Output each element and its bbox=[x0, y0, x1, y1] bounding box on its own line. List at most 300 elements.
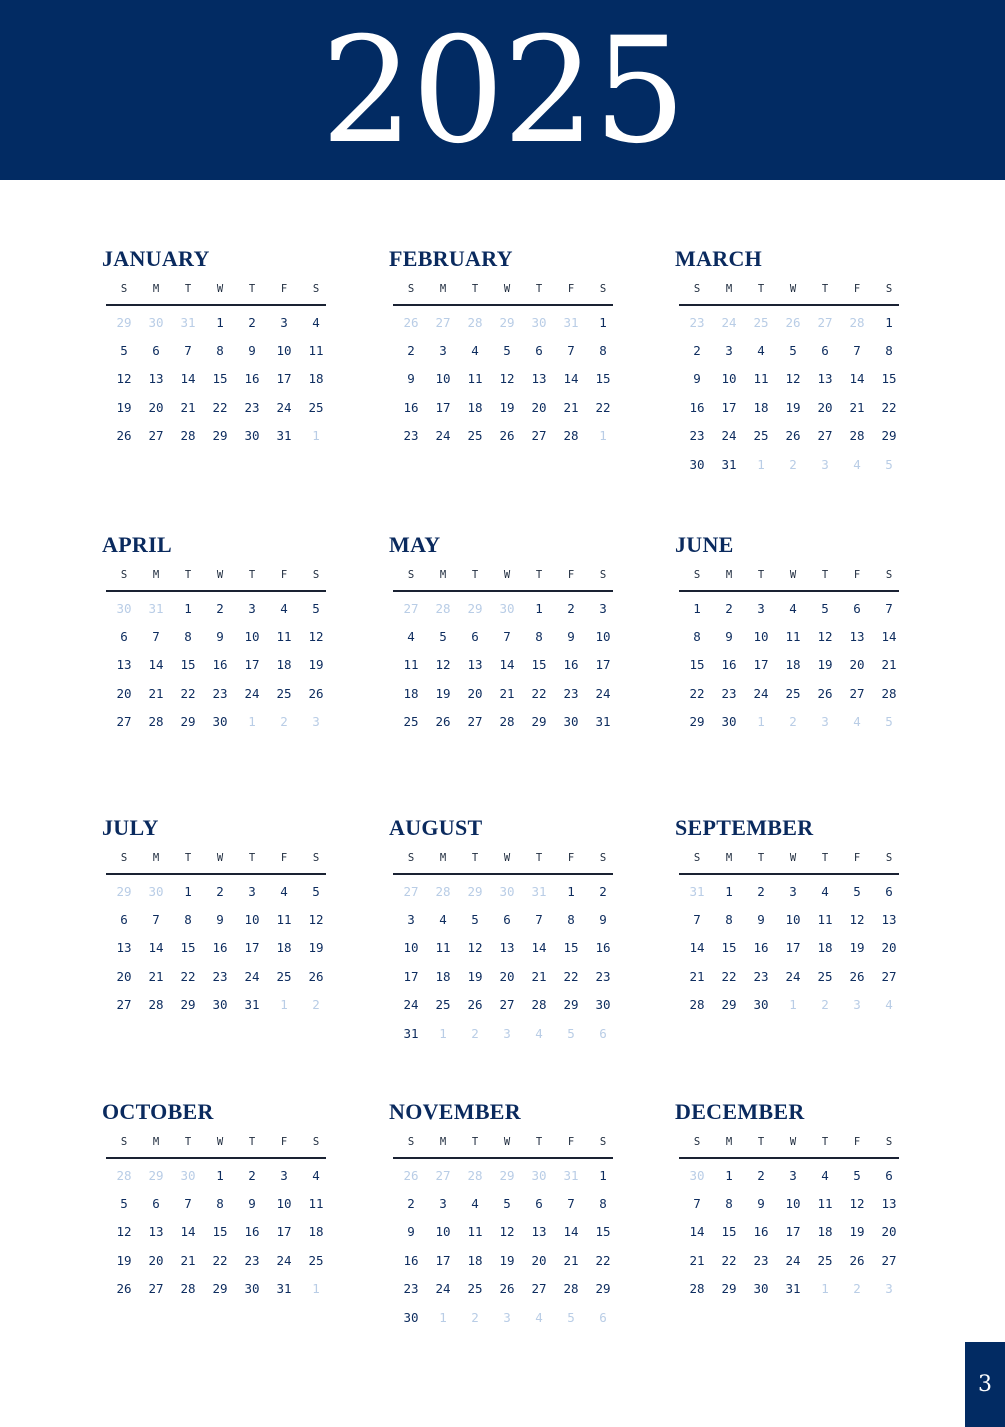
day-cell: 22 bbox=[563, 968, 579, 984]
day-cell: 26 bbox=[849, 1252, 865, 1268]
adjacent-month-day: 4 bbox=[535, 1309, 543, 1325]
weekday-label: W bbox=[503, 1136, 511, 1148]
weekday-label: T bbox=[535, 852, 543, 864]
weekday-label: S bbox=[599, 1136, 607, 1148]
adjacent-month-day: 27 bbox=[435, 1167, 451, 1183]
weekday-label: M bbox=[725, 569, 733, 581]
adjacent-month-day: 28 bbox=[467, 314, 483, 330]
day-cell: 16 bbox=[403, 399, 419, 415]
week-row bbox=[108, 905, 332, 933]
week-row bbox=[681, 422, 905, 450]
day-cell: 26 bbox=[467, 997, 483, 1013]
weekday-label: S bbox=[885, 1136, 893, 1148]
day-cell: 7 bbox=[152, 629, 160, 645]
day-cell: 18 bbox=[435, 968, 451, 984]
month-name: DECEMBER bbox=[675, 1099, 805, 1124]
weekday-label: S bbox=[885, 852, 893, 864]
day-cell: 20 bbox=[116, 685, 132, 701]
day-cell: 18 bbox=[308, 1224, 324, 1240]
week-row bbox=[108, 365, 332, 393]
weekday-label: T bbox=[471, 852, 479, 864]
weekday-label: M bbox=[725, 1136, 733, 1148]
weekday-label: S bbox=[120, 852, 128, 864]
day-cell: 19 bbox=[116, 399, 132, 415]
day-cell: 21 bbox=[849, 399, 865, 415]
day-cell: 10 bbox=[435, 371, 451, 387]
day-cell: 20 bbox=[881, 940, 897, 956]
adjacent-month-day: 31 bbox=[148, 600, 164, 616]
day-cell: 26 bbox=[817, 685, 833, 701]
adjacent-month-day: 29 bbox=[148, 1167, 164, 1183]
day-cell: 15 bbox=[531, 657, 547, 673]
week-row bbox=[108, 1161, 332, 1189]
week-row bbox=[108, 336, 332, 364]
weekday-label: T bbox=[821, 283, 829, 295]
day-cell: 17 bbox=[721, 399, 737, 415]
day-cell: 23 bbox=[721, 685, 737, 701]
month-name: JULY bbox=[102, 815, 159, 840]
day-cell: 14 bbox=[180, 371, 196, 387]
month-name: OCTOBER bbox=[102, 1099, 214, 1124]
day-cell: 26 bbox=[499, 428, 515, 444]
week-row bbox=[108, 651, 332, 679]
day-cell: 14 bbox=[689, 1224, 705, 1240]
day-cell: 3 bbox=[789, 1167, 797, 1183]
day-cell: 30 bbox=[595, 997, 611, 1013]
day-cell: 23 bbox=[595, 968, 611, 984]
day-cell: 20 bbox=[531, 1252, 547, 1268]
weekday-label: T bbox=[248, 852, 256, 864]
adjacent-month-day: 2 bbox=[471, 1309, 479, 1325]
day-cell: 4 bbox=[821, 1167, 829, 1183]
weekday-label: S bbox=[120, 283, 128, 295]
day-cell: 19 bbox=[849, 1224, 865, 1240]
day-cell: 10 bbox=[785, 912, 801, 928]
adjacent-month-day: 30 bbox=[499, 600, 515, 616]
day-cell: 11 bbox=[435, 940, 451, 956]
adjacent-month-day: 30 bbox=[531, 314, 547, 330]
week-row bbox=[395, 422, 619, 450]
day-cell: 24 bbox=[276, 1252, 292, 1268]
day-cell: 21 bbox=[499, 685, 515, 701]
day-cell: 23 bbox=[563, 685, 579, 701]
week-row bbox=[395, 708, 619, 736]
day-cell: 17 bbox=[595, 657, 611, 673]
day-cell: 29 bbox=[721, 997, 737, 1013]
day-cell: 12 bbox=[849, 1196, 865, 1212]
month-name: SEPTEMBER bbox=[675, 815, 814, 840]
day-cell: 29 bbox=[721, 1281, 737, 1297]
day-cell: 18 bbox=[467, 1252, 483, 1268]
adjacent-month-day: 31 bbox=[563, 1167, 579, 1183]
day-cell: 13 bbox=[148, 1224, 164, 1240]
day-cell: 18 bbox=[785, 657, 801, 673]
adjacent-month-day: 2 bbox=[280, 714, 288, 730]
day-cell: 11 bbox=[785, 629, 801, 645]
day-cell: 4 bbox=[789, 600, 797, 616]
day-cell: 30 bbox=[563, 714, 579, 730]
day-cell: 5 bbox=[503, 1196, 511, 1212]
adjacent-month-day: 1 bbox=[821, 1281, 829, 1297]
day-cell: 12 bbox=[499, 1224, 515, 1240]
adjacent-month-day: 1 bbox=[757, 714, 765, 730]
header-banner bbox=[0, 0, 1005, 180]
weekday-label: W bbox=[216, 852, 224, 864]
weekday-label: S bbox=[312, 569, 320, 581]
day-cell: 25 bbox=[308, 1252, 324, 1268]
adjacent-month-day: 1 bbox=[439, 1309, 447, 1325]
day-cell: 6 bbox=[471, 629, 479, 645]
weekday-label: T bbox=[471, 283, 479, 295]
week-row bbox=[681, 708, 905, 736]
day-cell: 21 bbox=[531, 968, 547, 984]
day-cell: 10 bbox=[753, 629, 769, 645]
day-cell: 20 bbox=[881, 1224, 897, 1240]
day-cell: 7 bbox=[503, 629, 511, 645]
day-cell: 17 bbox=[276, 371, 292, 387]
day-cell: 6 bbox=[152, 1196, 160, 1212]
day-cell: 2 bbox=[567, 600, 575, 616]
day-cell: 13 bbox=[849, 629, 865, 645]
day-cell: 22 bbox=[689, 685, 705, 701]
day-cell: 1 bbox=[216, 314, 224, 330]
weekday-label: F bbox=[853, 283, 861, 295]
day-cell: 5 bbox=[503, 343, 511, 359]
weekday-label: T bbox=[184, 1136, 192, 1148]
adjacent-month-day: 26 bbox=[403, 1167, 419, 1183]
week-row bbox=[108, 1246, 332, 1274]
week-row bbox=[108, 308, 332, 336]
day-cell: 9 bbox=[407, 1224, 415, 1240]
week-row bbox=[108, 991, 332, 1019]
day-cell: 7 bbox=[567, 1196, 575, 1212]
day-cell: 16 bbox=[563, 657, 579, 673]
adjacent-month-day: 5 bbox=[567, 1025, 575, 1041]
adjacent-month-day: 29 bbox=[467, 600, 483, 616]
weekday-label: S bbox=[312, 283, 320, 295]
day-cell: 6 bbox=[120, 629, 128, 645]
day-cell: 4 bbox=[312, 1167, 320, 1183]
day-cell: 20 bbox=[148, 399, 164, 415]
day-cell: 4 bbox=[439, 912, 447, 928]
day-cell: 15 bbox=[212, 371, 228, 387]
week-row bbox=[395, 1218, 619, 1246]
day-cell: 27 bbox=[881, 968, 897, 984]
adjacent-month-day: 2 bbox=[312, 997, 320, 1013]
day-cell: 1 bbox=[885, 314, 893, 330]
day-cell: 30 bbox=[753, 1281, 769, 1297]
weekday-label: M bbox=[152, 283, 160, 295]
weekday-label: T bbox=[184, 283, 192, 295]
weekday-label: W bbox=[216, 283, 224, 295]
day-cell: 2 bbox=[407, 1196, 415, 1212]
adjacent-month-day: 2 bbox=[789, 456, 797, 472]
day-cell: 1 bbox=[693, 600, 701, 616]
day-cell: 16 bbox=[595, 940, 611, 956]
week-row bbox=[395, 1275, 619, 1303]
day-cell: 29 bbox=[689, 714, 705, 730]
month-grid bbox=[681, 847, 905, 1019]
week-row bbox=[395, 905, 619, 933]
day-cell: 27 bbox=[881, 1252, 897, 1268]
day-cell: 30 bbox=[403, 1309, 419, 1325]
day-cell: 14 bbox=[148, 940, 164, 956]
day-cell: 27 bbox=[531, 1281, 547, 1297]
day-cell: 8 bbox=[599, 1196, 607, 1212]
day-cell: 13 bbox=[467, 657, 483, 673]
week-row bbox=[395, 365, 619, 393]
adjacent-month-day: 28 bbox=[467, 1167, 483, 1183]
weekday-label: S bbox=[693, 569, 701, 581]
adjacent-month-day: 3 bbox=[821, 456, 829, 472]
weekday-label: M bbox=[152, 569, 160, 581]
day-cell: 10 bbox=[721, 371, 737, 387]
day-cell: 17 bbox=[276, 1224, 292, 1240]
header-divider bbox=[106, 873, 326, 875]
week-row bbox=[108, 622, 332, 650]
weekday-label: F bbox=[567, 283, 575, 295]
day-cell: 27 bbox=[467, 714, 483, 730]
weekday-label: T bbox=[535, 1136, 543, 1148]
day-cell: 14 bbox=[499, 657, 515, 673]
week-row bbox=[681, 991, 905, 1019]
day-cell: 1 bbox=[184, 883, 192, 899]
weekday-label: S bbox=[693, 283, 701, 295]
week-row bbox=[681, 365, 905, 393]
day-cell: 28 bbox=[499, 714, 515, 730]
adjacent-month-day: 27 bbox=[403, 600, 419, 616]
day-cell: 20 bbox=[849, 657, 865, 673]
day-cell: 11 bbox=[753, 371, 769, 387]
header-divider bbox=[393, 873, 613, 875]
adjacent-month-day: 31 bbox=[180, 314, 196, 330]
adjacent-month-day: 4 bbox=[885, 997, 893, 1013]
day-cell: 7 bbox=[885, 600, 893, 616]
weekday-header bbox=[395, 564, 619, 586]
day-cell: 9 bbox=[725, 629, 733, 645]
day-cell: 19 bbox=[308, 940, 324, 956]
week-row bbox=[108, 1189, 332, 1217]
weekday-header bbox=[681, 564, 905, 586]
header-divider bbox=[679, 1157, 899, 1159]
day-cell: 2 bbox=[693, 343, 701, 359]
day-cell: 29 bbox=[180, 997, 196, 1013]
weekday-label: T bbox=[757, 569, 765, 581]
day-cell: 9 bbox=[757, 1196, 765, 1212]
day-cell: 9 bbox=[216, 912, 224, 928]
weekday-label: W bbox=[216, 1136, 224, 1148]
day-cell: 20 bbox=[148, 1252, 164, 1268]
day-cell: 17 bbox=[435, 1252, 451, 1268]
week-row bbox=[681, 336, 905, 364]
adjacent-month-day: 3 bbox=[885, 1281, 893, 1297]
day-cell: 1 bbox=[567, 883, 575, 899]
week-row bbox=[108, 393, 332, 421]
week-row bbox=[681, 622, 905, 650]
week-row bbox=[395, 336, 619, 364]
day-cell: 11 bbox=[817, 1196, 833, 1212]
month-grid bbox=[395, 847, 619, 1047]
weekday-label: M bbox=[439, 852, 447, 864]
month-name: MAY bbox=[389, 532, 441, 557]
weekday-label: T bbox=[757, 283, 765, 295]
day-cell: 21 bbox=[180, 399, 196, 415]
day-cell: 4 bbox=[280, 600, 288, 616]
weekday-label: S bbox=[312, 852, 320, 864]
day-cell: 17 bbox=[244, 940, 260, 956]
day-cell: 18 bbox=[467, 399, 483, 415]
adjacent-month-day: 28 bbox=[435, 600, 451, 616]
day-cell: 5 bbox=[120, 1196, 128, 1212]
adjacent-month-day: 5 bbox=[567, 1309, 575, 1325]
adjacent-month-day: 2 bbox=[471, 1025, 479, 1041]
week-row bbox=[395, 934, 619, 962]
day-cell: 8 bbox=[599, 343, 607, 359]
day-cell: 11 bbox=[403, 657, 419, 673]
day-cell: 9 bbox=[567, 629, 575, 645]
week-row bbox=[108, 877, 332, 905]
day-cell: 25 bbox=[308, 399, 324, 415]
weekday-label: S bbox=[120, 569, 128, 581]
day-cell: 27 bbox=[817, 428, 833, 444]
day-cell: 27 bbox=[116, 997, 132, 1013]
day-cell: 27 bbox=[116, 714, 132, 730]
day-cell: 21 bbox=[563, 1252, 579, 1268]
month-grid bbox=[681, 564, 905, 736]
adjacent-month-day: 3 bbox=[503, 1025, 511, 1041]
weekday-header bbox=[108, 1131, 332, 1153]
week-row bbox=[681, 594, 905, 622]
day-cell: 29 bbox=[531, 714, 547, 730]
day-cell: 7 bbox=[853, 343, 861, 359]
weekday-label: F bbox=[853, 569, 861, 581]
day-cell: 21 bbox=[689, 1252, 705, 1268]
day-cell: 10 bbox=[403, 940, 419, 956]
adjacent-month-day: 2 bbox=[789, 714, 797, 730]
day-cell: 12 bbox=[785, 371, 801, 387]
day-cell: 12 bbox=[817, 629, 833, 645]
adjacent-month-day: 5 bbox=[885, 456, 893, 472]
day-cell: 23 bbox=[244, 1252, 260, 1268]
day-cell: 29 bbox=[212, 428, 228, 444]
adjacent-month-day: 27 bbox=[435, 314, 451, 330]
day-cell: 18 bbox=[308, 371, 324, 387]
week-row bbox=[108, 708, 332, 736]
page-number: 3 bbox=[965, 1342, 1005, 1427]
weekday-header bbox=[681, 278, 905, 300]
weekday-label: S bbox=[407, 852, 415, 864]
day-cell: 8 bbox=[567, 912, 575, 928]
day-cell: 14 bbox=[849, 371, 865, 387]
day-cell: 14 bbox=[563, 1224, 579, 1240]
day-cell: 1 bbox=[216, 1167, 224, 1183]
adjacent-month-day: 30 bbox=[148, 314, 164, 330]
day-cell: 6 bbox=[885, 883, 893, 899]
day-cell: 25 bbox=[435, 997, 451, 1013]
day-cell: 28 bbox=[180, 1281, 196, 1297]
day-cell: 15 bbox=[563, 940, 579, 956]
day-cell: 21 bbox=[881, 657, 897, 673]
adjacent-month-day: 3 bbox=[853, 997, 861, 1013]
day-cell: 13 bbox=[817, 371, 833, 387]
day-cell: 15 bbox=[212, 1224, 228, 1240]
adjacent-month-day: 29 bbox=[116, 314, 132, 330]
day-cell: 10 bbox=[276, 1196, 292, 1212]
day-cell: 16 bbox=[244, 1224, 260, 1240]
day-cell: 6 bbox=[821, 343, 829, 359]
weekday-label: T bbox=[248, 283, 256, 295]
adjacent-month-day: 29 bbox=[499, 314, 515, 330]
weekday-label: T bbox=[757, 852, 765, 864]
week-row bbox=[681, 450, 905, 478]
day-cell: 19 bbox=[499, 1252, 515, 1268]
weekday-header bbox=[108, 278, 332, 300]
day-cell: 3 bbox=[248, 883, 256, 899]
day-cell: 21 bbox=[180, 1252, 196, 1268]
day-cell: 17 bbox=[785, 940, 801, 956]
day-cell: 10 bbox=[276, 343, 292, 359]
day-cell: 25 bbox=[817, 1252, 833, 1268]
day-cell: 7 bbox=[693, 912, 701, 928]
day-cell: 14 bbox=[180, 1224, 196, 1240]
day-cell: 11 bbox=[817, 912, 833, 928]
day-cell: 2 bbox=[216, 600, 224, 616]
header-divider bbox=[393, 1157, 613, 1159]
adjacent-month-day: 2 bbox=[853, 1281, 861, 1297]
weekday-label: T bbox=[248, 569, 256, 581]
day-cell: 8 bbox=[184, 912, 192, 928]
weekday-label: W bbox=[789, 1136, 797, 1148]
day-cell: 16 bbox=[753, 940, 769, 956]
month-name: FEBRUARY bbox=[389, 246, 513, 271]
day-cell: 23 bbox=[403, 1281, 419, 1297]
day-cell: 12 bbox=[308, 912, 324, 928]
header-divider bbox=[679, 873, 899, 875]
day-cell: 22 bbox=[881, 399, 897, 415]
day-cell: 17 bbox=[435, 399, 451, 415]
day-cell: 4 bbox=[471, 343, 479, 359]
weekday-label: S bbox=[599, 283, 607, 295]
day-cell: 26 bbox=[116, 1281, 132, 1297]
day-cell: 12 bbox=[849, 912, 865, 928]
month-grid bbox=[108, 564, 332, 736]
day-cell: 18 bbox=[276, 657, 292, 673]
weekday-label: T bbox=[471, 569, 479, 581]
month-grid bbox=[395, 1131, 619, 1331]
weekday-label: T bbox=[184, 852, 192, 864]
day-cell: 30 bbox=[721, 714, 737, 730]
weekday-label: F bbox=[567, 569, 575, 581]
day-cell: 29 bbox=[563, 997, 579, 1013]
month-grid bbox=[395, 278, 619, 450]
day-cell: 19 bbox=[499, 399, 515, 415]
week-row bbox=[681, 679, 905, 707]
day-cell: 1 bbox=[599, 314, 607, 330]
day-cell: 24 bbox=[785, 1252, 801, 1268]
day-cell: 19 bbox=[116, 1252, 132, 1268]
week-row bbox=[681, 1161, 905, 1189]
weekday-label: W bbox=[503, 283, 511, 295]
day-cell: 25 bbox=[753, 428, 769, 444]
adjacent-month-day: 30 bbox=[531, 1167, 547, 1183]
week-row bbox=[108, 422, 332, 450]
day-cell: 1 bbox=[725, 883, 733, 899]
day-cell: 9 bbox=[248, 343, 256, 359]
day-cell: 13 bbox=[148, 371, 164, 387]
adjacent-month-day: 3 bbox=[821, 714, 829, 730]
day-cell: 30 bbox=[212, 714, 228, 730]
adjacent-month-day: 27 bbox=[817, 314, 833, 330]
